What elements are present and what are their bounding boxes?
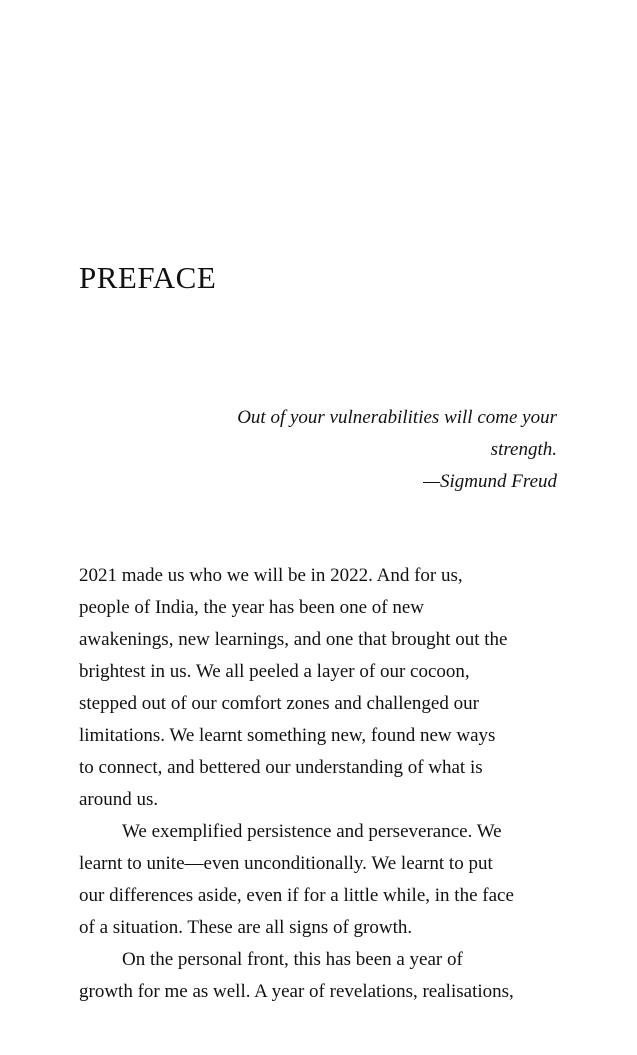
body-line: 2021 made us who we will be in 2022. And for us, xyxy=(79,565,463,586)
body-line: limitations. We learnt something new, found new ways xyxy=(79,725,496,746)
body-line: to connect, and bettered our understanding of what is xyxy=(79,757,483,778)
body-line: of a situation. These are all signs of growth. xyxy=(79,917,413,938)
body-line: growth for me as well. A year of revelations, realisations, xyxy=(79,981,514,1002)
body-line: learnt to unite—even unconditionally. We learnt to put xyxy=(79,853,493,874)
body-text xyxy=(79,560,559,1008)
epigraph-attribution: —Sigmund Freud xyxy=(423,471,557,492)
body-line: our differences aside, even if for a little while, in the face xyxy=(79,885,514,906)
body-line: around us. xyxy=(79,789,159,810)
epigraph-line: Out of your vulnerabilities will come your xyxy=(237,407,557,428)
epigraph-line: strength. xyxy=(490,439,557,460)
epigraph xyxy=(237,402,557,498)
body-line: awakenings, new learnings, and one that brought out the xyxy=(79,629,508,650)
body-line: On the personal front, this has been a year of xyxy=(122,949,463,970)
body-line: We exemplified persistence and perseverance. We xyxy=(122,821,502,842)
body-line: brightest in us. We all peeled a layer of our cocoon, xyxy=(79,661,470,682)
body-line: stepped out of our comfort zones and challenged our xyxy=(79,693,479,714)
page-title: PREFACE xyxy=(79,260,217,295)
body-line: people of India, the year has been one of new xyxy=(79,597,425,618)
